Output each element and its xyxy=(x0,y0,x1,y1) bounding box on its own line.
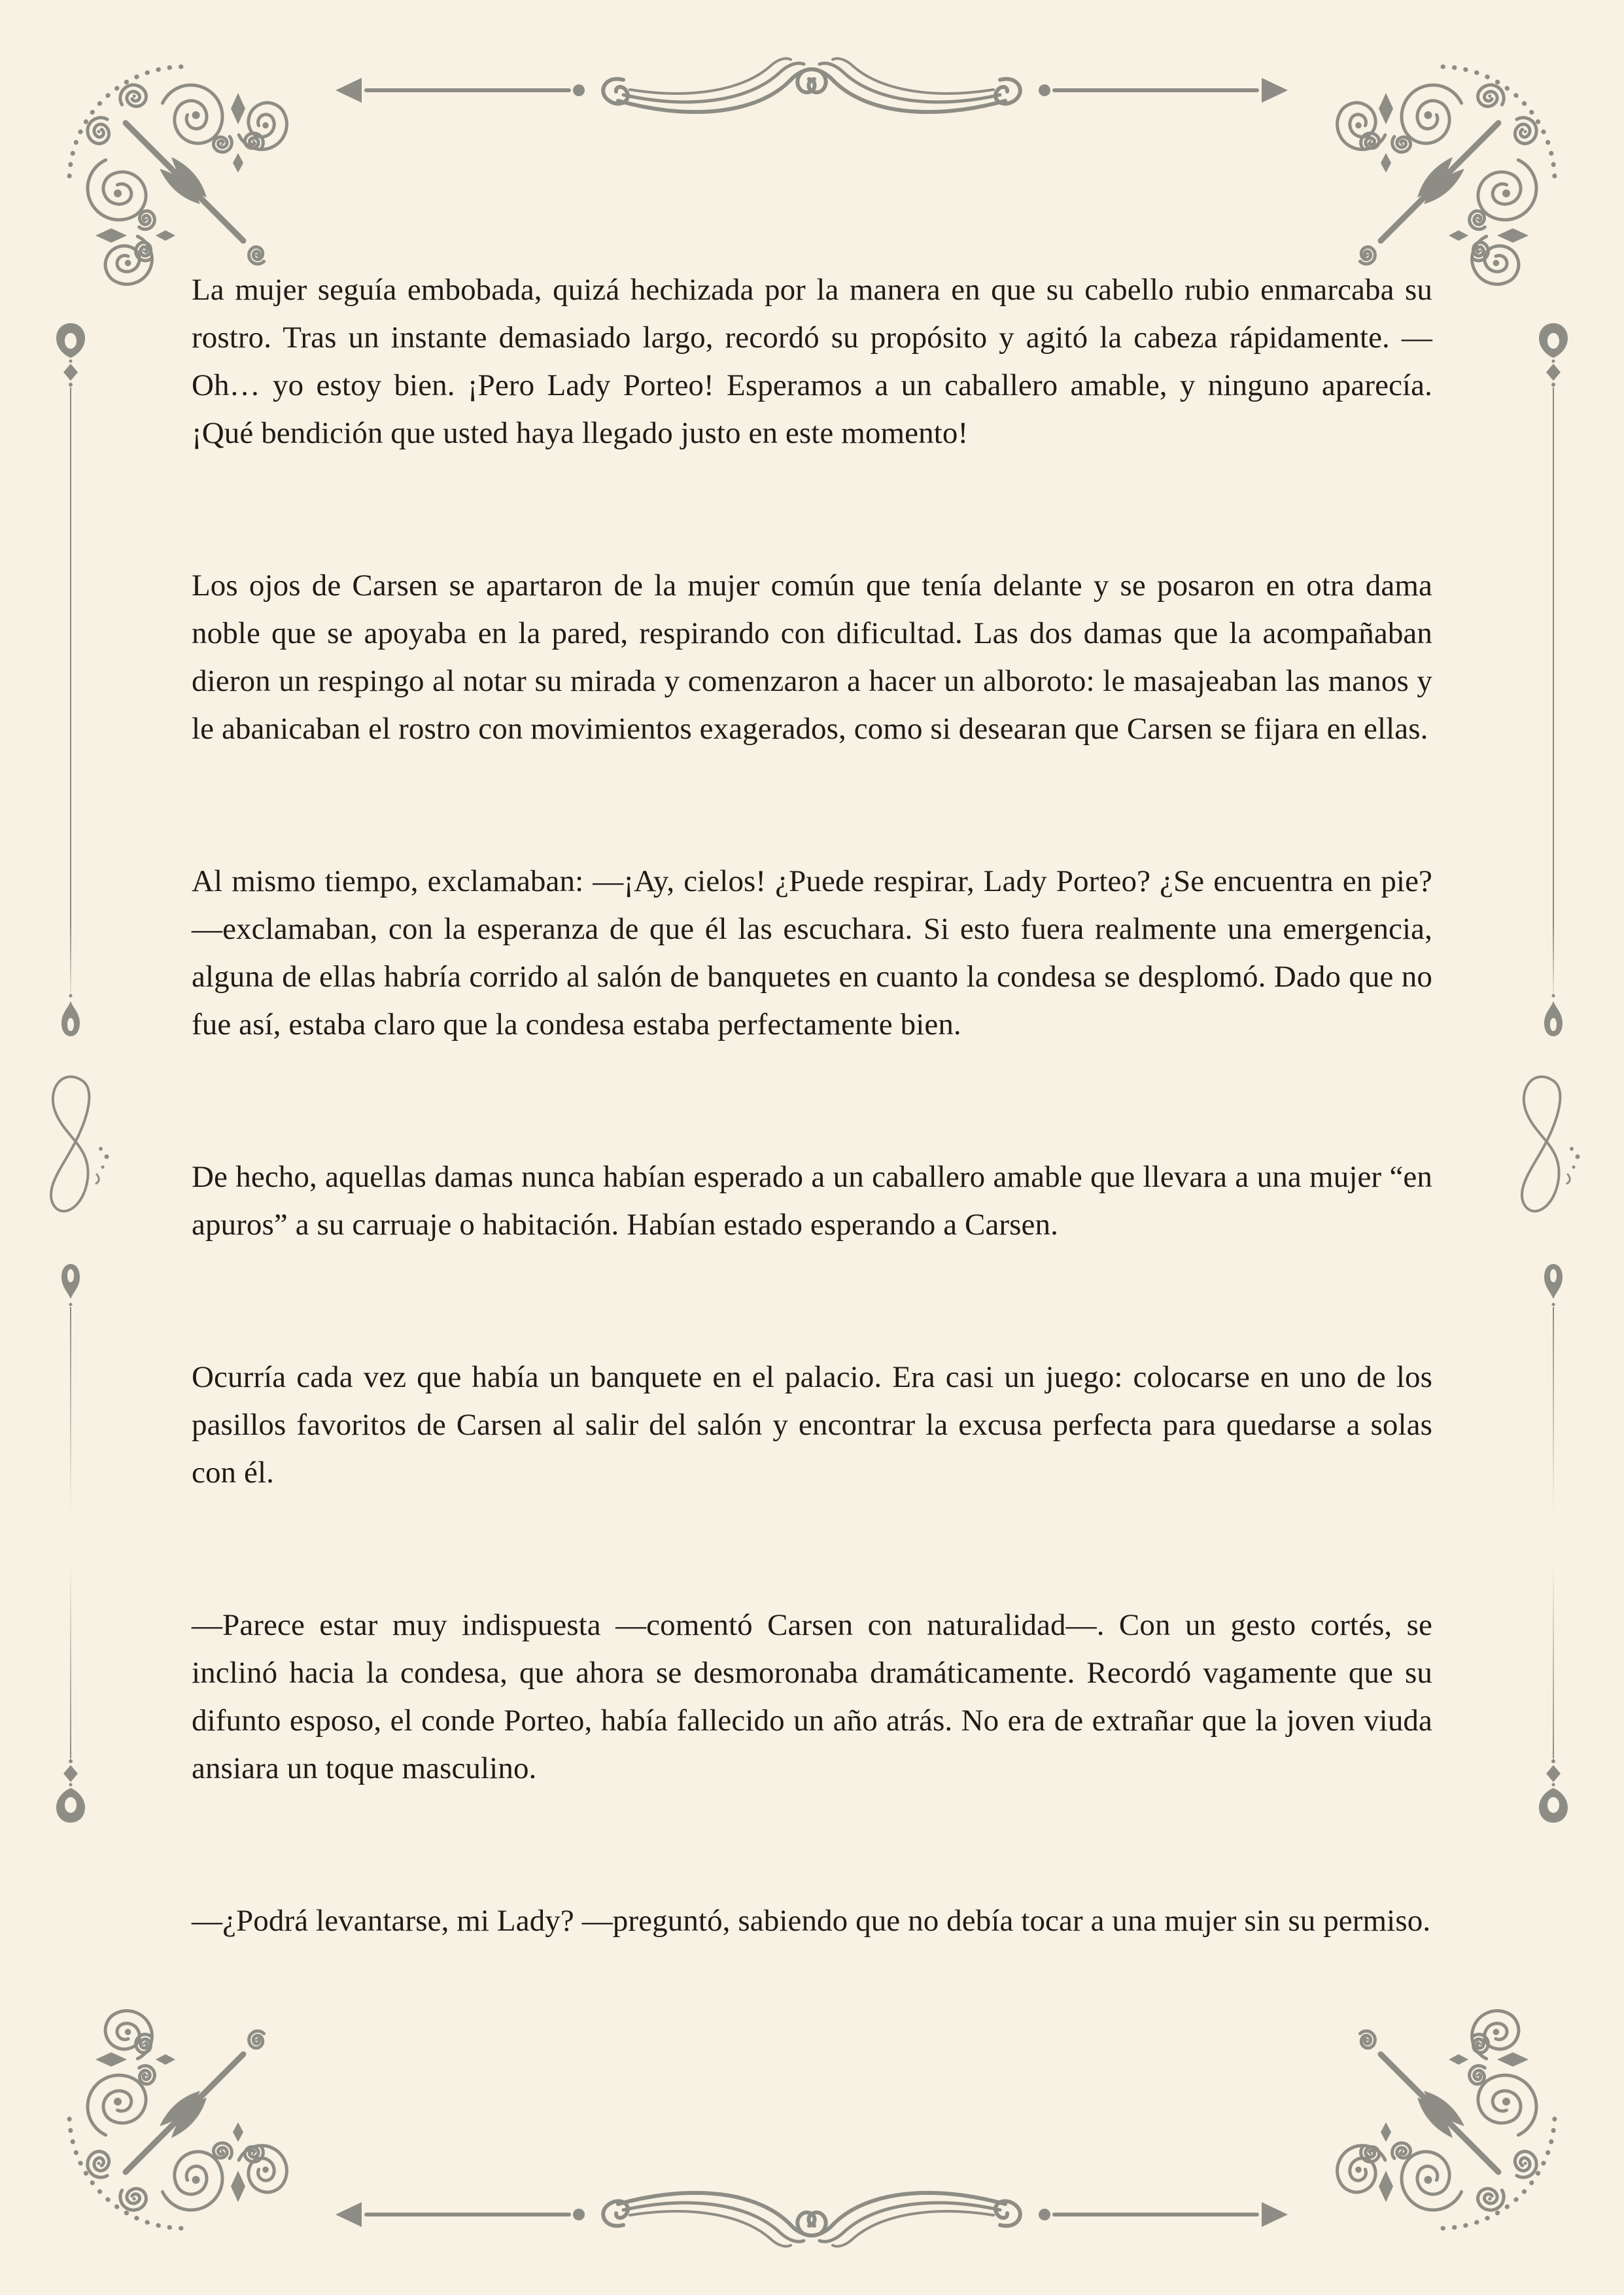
teardrop-drop-icon xyxy=(1540,993,1566,1039)
paragraph: —Parece estar muy indispuesta —comentó Carsen con naturalidad—. Con un gesto cortés, se inclinó hacia la condesa, que ahora se desmoronaba dramáticamente. Recordó vagamente que su difunto esposo, el conde Porteo, había fallecido un año atrás. No era de extrañar que la joven viuda ansiara un toque masculino. xyxy=(192,1608,1432,1785)
paragraph: —¿Podrá levantarse, mi Lady? —preguntó, sabiendo que no debía tocar a una mujer sin su permiso. xyxy=(192,1904,1431,1938)
paragraph: Ocurría cada vez que había un banquete en el palacio. Era casi un juego: colocarse en uno de los pasillos favoritos de Carsen al salir del salón y encontrar la excusa perfecta para quedarse a solas con él. xyxy=(192,1360,1432,1490)
teardrop-finial-icon xyxy=(1538,322,1569,387)
teardrop-drop-icon xyxy=(58,993,84,1039)
page-text xyxy=(192,266,1432,2050)
arrow-scroll-divider-icon xyxy=(328,2162,1296,2267)
corner-scroll-flourish-icon xyxy=(27,25,289,287)
rail-stem xyxy=(1553,1307,1554,1759)
teardrop-drop-icon xyxy=(58,1261,84,1307)
teardrop-finial-icon xyxy=(55,322,86,387)
arrow-scroll-divider-icon xyxy=(328,38,1296,143)
corner-scroll-flourish-icon xyxy=(1335,25,1597,287)
rail-stem xyxy=(70,1307,71,1759)
paragraph: La mujer seguía embobada, quizá hechizada por la manera en que su cabello rubio enmarcaba su rostro. Tras un instante demasiado largo, recordó su propósito y agitó la cabeza rápidamente. —Oh… yo estoy bien. ¡Pero Lady Porteo! Esperamos a un caballero amable, y ninguno aparecía. ¡Qué bendición que usted haya llegado justo en este momento! xyxy=(192,273,1432,450)
paragraph: Los ojos de Carsen se apartaron de la mujer común que tenía delante y se posaron en otra dama noble que se apoyaba en la pared, respirando con dificultad. Las dos damas que la acompañaban dieron un respingo al notar su mirada y comenzaron a hacer un alboroto: le masajeaban las manos y le abanicaban el rostro con movimientos exagerados, como si desearan que Carsen se fijara en ellas. xyxy=(192,569,1432,746)
paragraph: De hecho, aquellas damas nunca habían esperado a un caballero amable que llevara a una mujer “en apuros” a su carruaje o habitación. Habían estado esperando a Carsen. xyxy=(192,1160,1432,1242)
teardrop-drop-icon xyxy=(1540,1261,1566,1307)
calligraphic-figure-eight-icon xyxy=(41,1072,112,1242)
calligraphic-figure-eight-icon xyxy=(1512,1072,1583,1242)
teardrop-finial-icon xyxy=(55,1759,86,1824)
paragraph: Al mismo tiempo, exclamaban: —¡Ay, cielos! ¿Puede respirar, Lady Porteo? ¿Se encuentra en pie? —exclamaban, con la esperanza de que él las escuchara. Si esto fuera realmente una emergencia, alguna de ellas habría corrido al salón de banquetes en cuanto la condesa se desplomó. Dado que no fue así, estaba claro que la condesa estaba perfectamente bien. xyxy=(192,864,1432,1042)
rail-stem xyxy=(1553,387,1554,998)
rail-stem xyxy=(70,387,71,998)
teardrop-finial-icon xyxy=(1538,1759,1569,1824)
